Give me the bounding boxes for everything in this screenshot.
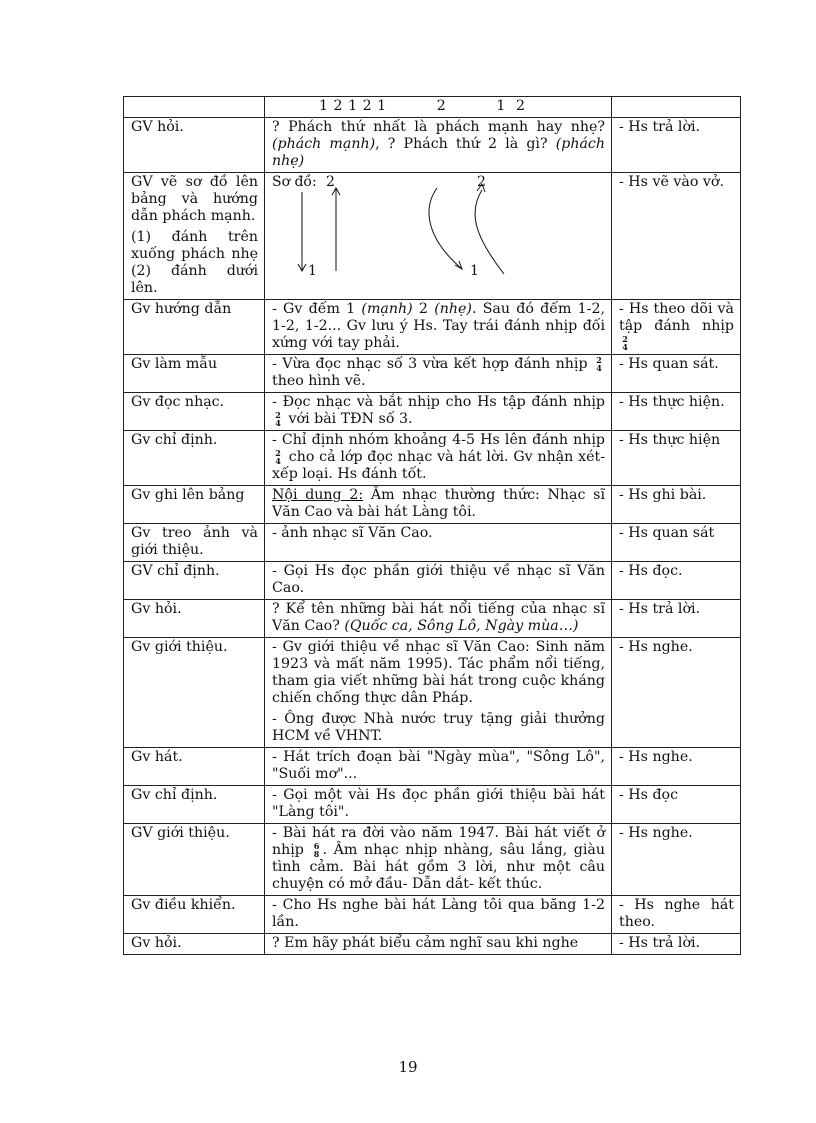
student-cell: - Hs ghi bài.	[612, 486, 741, 524]
teacher-cell: Gv điều khiển.	[124, 896, 265, 934]
time-signature: 6 8	[313, 841, 320, 859]
student-cell: - Hs nghe.	[612, 748, 741, 786]
teacher-cell: GV vẽ sơ đồ lên bảng và hướng dẫn phách mạnh. (1) đánh trên xuống phách nhẹ (2) đánh dưới lên.	[124, 173, 265, 300]
teacher-cell: Gv ghi lên bảng	[124, 486, 265, 524]
teacher-cell: Gv treo ảnh và giới thiệu.	[124, 524, 265, 562]
time-signature: 2 4	[275, 410, 281, 428]
conducting-diagram-cell	[265, 173, 612, 300]
content-cell: - Cho Hs nghe bài hát Làng tôi qua băng 1-2 lần.	[265, 896, 612, 934]
conducting-diagram: Sơ đồ: 2 2 1 1	[272, 174, 605, 294]
time-signature: 2 4	[275, 448, 281, 466]
table-row	[124, 562, 741, 600]
teacher-cell: Gv hỏi.	[124, 934, 265, 955]
content-cell: - ảnh nhạc sĩ Văn Cao.	[265, 524, 612, 562]
teacher-cell: GV hỏi.	[124, 118, 265, 173]
student-cell: - Hs vẽ vào vở.	[612, 173, 741, 300]
content-cell: ? Phách thứ nhất là phách mạnh hay nhẹ? (phách mạnh), ? Phách thứ 2 là gì? (phách nhẹ)	[265, 118, 612, 173]
table-row	[124, 118, 741, 173]
student-cell: - Hs trả lời.	[612, 600, 741, 638]
content-cell: - Gọi một vài Hs đọc phần giới thiệu bài hát "Làng tôi".	[265, 786, 612, 824]
lesson-plan-table	[123, 96, 741, 955]
student-cell: - Hs nghe.	[612, 638, 741, 748]
content-cell: - Hát trích đoạn bài "Ngày mùa", "Sông Lô", "Suối mơ"...	[265, 748, 612, 786]
student-cell: - Hs thực hiện	[612, 431, 741, 486]
student-cell: - Hs quan sát	[612, 524, 741, 562]
content-cell: - Vừa đọc nhạc số 3 vừa kết hợp đánh nhịp 2 4 theo hình vẽ.	[265, 355, 612, 393]
content-cell: ? Kể tên những bài hát nổi tiếng của nhạc sĩ Văn Cao? (Quốc ca, Sông Lô, Ngày mùa…)	[265, 600, 612, 638]
teacher-cell: Gv chỉ định.	[124, 786, 265, 824]
student-cell: - Hs đọc.	[612, 562, 741, 600]
page-number: 19	[398, 1058, 418, 1076]
student-cell: - Hs quan sát.	[612, 355, 741, 393]
student-cell: - Hs nghe hát theo.	[612, 896, 741, 934]
content-cell: - Gọi Hs đọc phần giới thiệu về nhạc sĩ Văn Cao.	[265, 562, 612, 600]
table-row	[124, 600, 741, 638]
student-cell: - Hs trả lời.	[612, 934, 741, 955]
teacher-cell: GV giới thiệu.	[124, 824, 265, 896]
teacher-cell: Gv hướng dẫn	[124, 300, 265, 355]
table-row	[124, 748, 741, 786]
teacher-cell: GV chỉ định.	[124, 562, 265, 600]
student-cell: - Hs nghe.	[612, 824, 741, 896]
table-row	[124, 300, 741, 355]
content-cell: - Chỉ định nhóm khoảng 4-5 Hs lên đánh nhịp 2 4 cho cả lớp đọc nhạc và hát lời. Gv nhận xét- xếp loại. Hs đánh tốt.	[265, 431, 612, 486]
teacher-cell: Gv hỏi.	[124, 600, 265, 638]
student-cell: - Hs theo dõi và tập đánh nhịp 2 4	[612, 300, 741, 355]
content-cell: - Bài hát ra đời vào năm 1947. Bài hát viết ở nhịp 6 8 . Âm nhạc nhịp nhàng, sâu lắng, giàu tình cảm. Bài hát gồm 3 lời, như một câu chuyện có mở đầu- Dẫn dắt- kết thúc.	[265, 824, 612, 896]
rhythm-counts: 1 2 1 2 1 2 1 2	[265, 97, 612, 118]
student-cell: - Hs trả lời.	[612, 118, 741, 173]
beat-arrows-graphic	[272, 174, 602, 294]
content-cell: - Gv giới thiệu về nhạc sĩ Văn Cao: Sinh năm 1923 và mất năm 1995). Tác phẩm nổi tiếng, tham gia viết những bài hát trong cuộc kháng chiến chống thực dân Pháp. - Ông được Nhà nước truy tặng giải thưởng HCM về VHNT.	[265, 638, 612, 748]
content-cell: ? Em hãy phát biểu cảm nghĩ sau khi nghe	[265, 934, 612, 955]
table-row	[124, 486, 741, 524]
teacher-cell: Gv hát.	[124, 748, 265, 786]
table-row	[124, 97, 741, 118]
table-row	[124, 934, 741, 955]
teacher-cell: Gv làm mẫu	[124, 355, 265, 393]
table-row	[124, 173, 741, 300]
time-signature: 2 4	[596, 355, 602, 373]
teacher-cell: Gv đọc nhạc.	[124, 393, 265, 431]
table-row	[124, 824, 741, 896]
table-row	[124, 524, 741, 562]
teacher-cell: Gv chỉ định.	[124, 431, 265, 486]
content-cell: - Đọc nhạc và bắt nhịp cho Hs tập đánh nhịp 2 4 với bài TĐN số 3.	[265, 393, 612, 431]
table-row	[124, 355, 741, 393]
time-signature: 2 4	[622, 334, 628, 352]
table-row	[124, 431, 741, 486]
content-cell: Nội dung 2: Âm nhạc thường thức: Nhạc sĩ Văn Cao và bài hát Làng tôi.	[265, 486, 612, 524]
table-row	[124, 638, 741, 748]
table-row	[124, 896, 741, 934]
content-cell: - Gv đếm 1 (mạnh) 2 (nhẹ). Sau đó đếm 1-2, 1-2, 1-2... Gv lưu ý Hs. Tay trái đánh nhịp đối xứng với tay phải.	[265, 300, 612, 355]
table-row	[124, 393, 741, 431]
student-cell: - Hs thực hiện.	[612, 393, 741, 431]
student-cell: - Hs đọc	[612, 786, 741, 824]
table-row	[124, 786, 741, 824]
teacher-cell: Gv giới thiệu.	[124, 638, 265, 748]
